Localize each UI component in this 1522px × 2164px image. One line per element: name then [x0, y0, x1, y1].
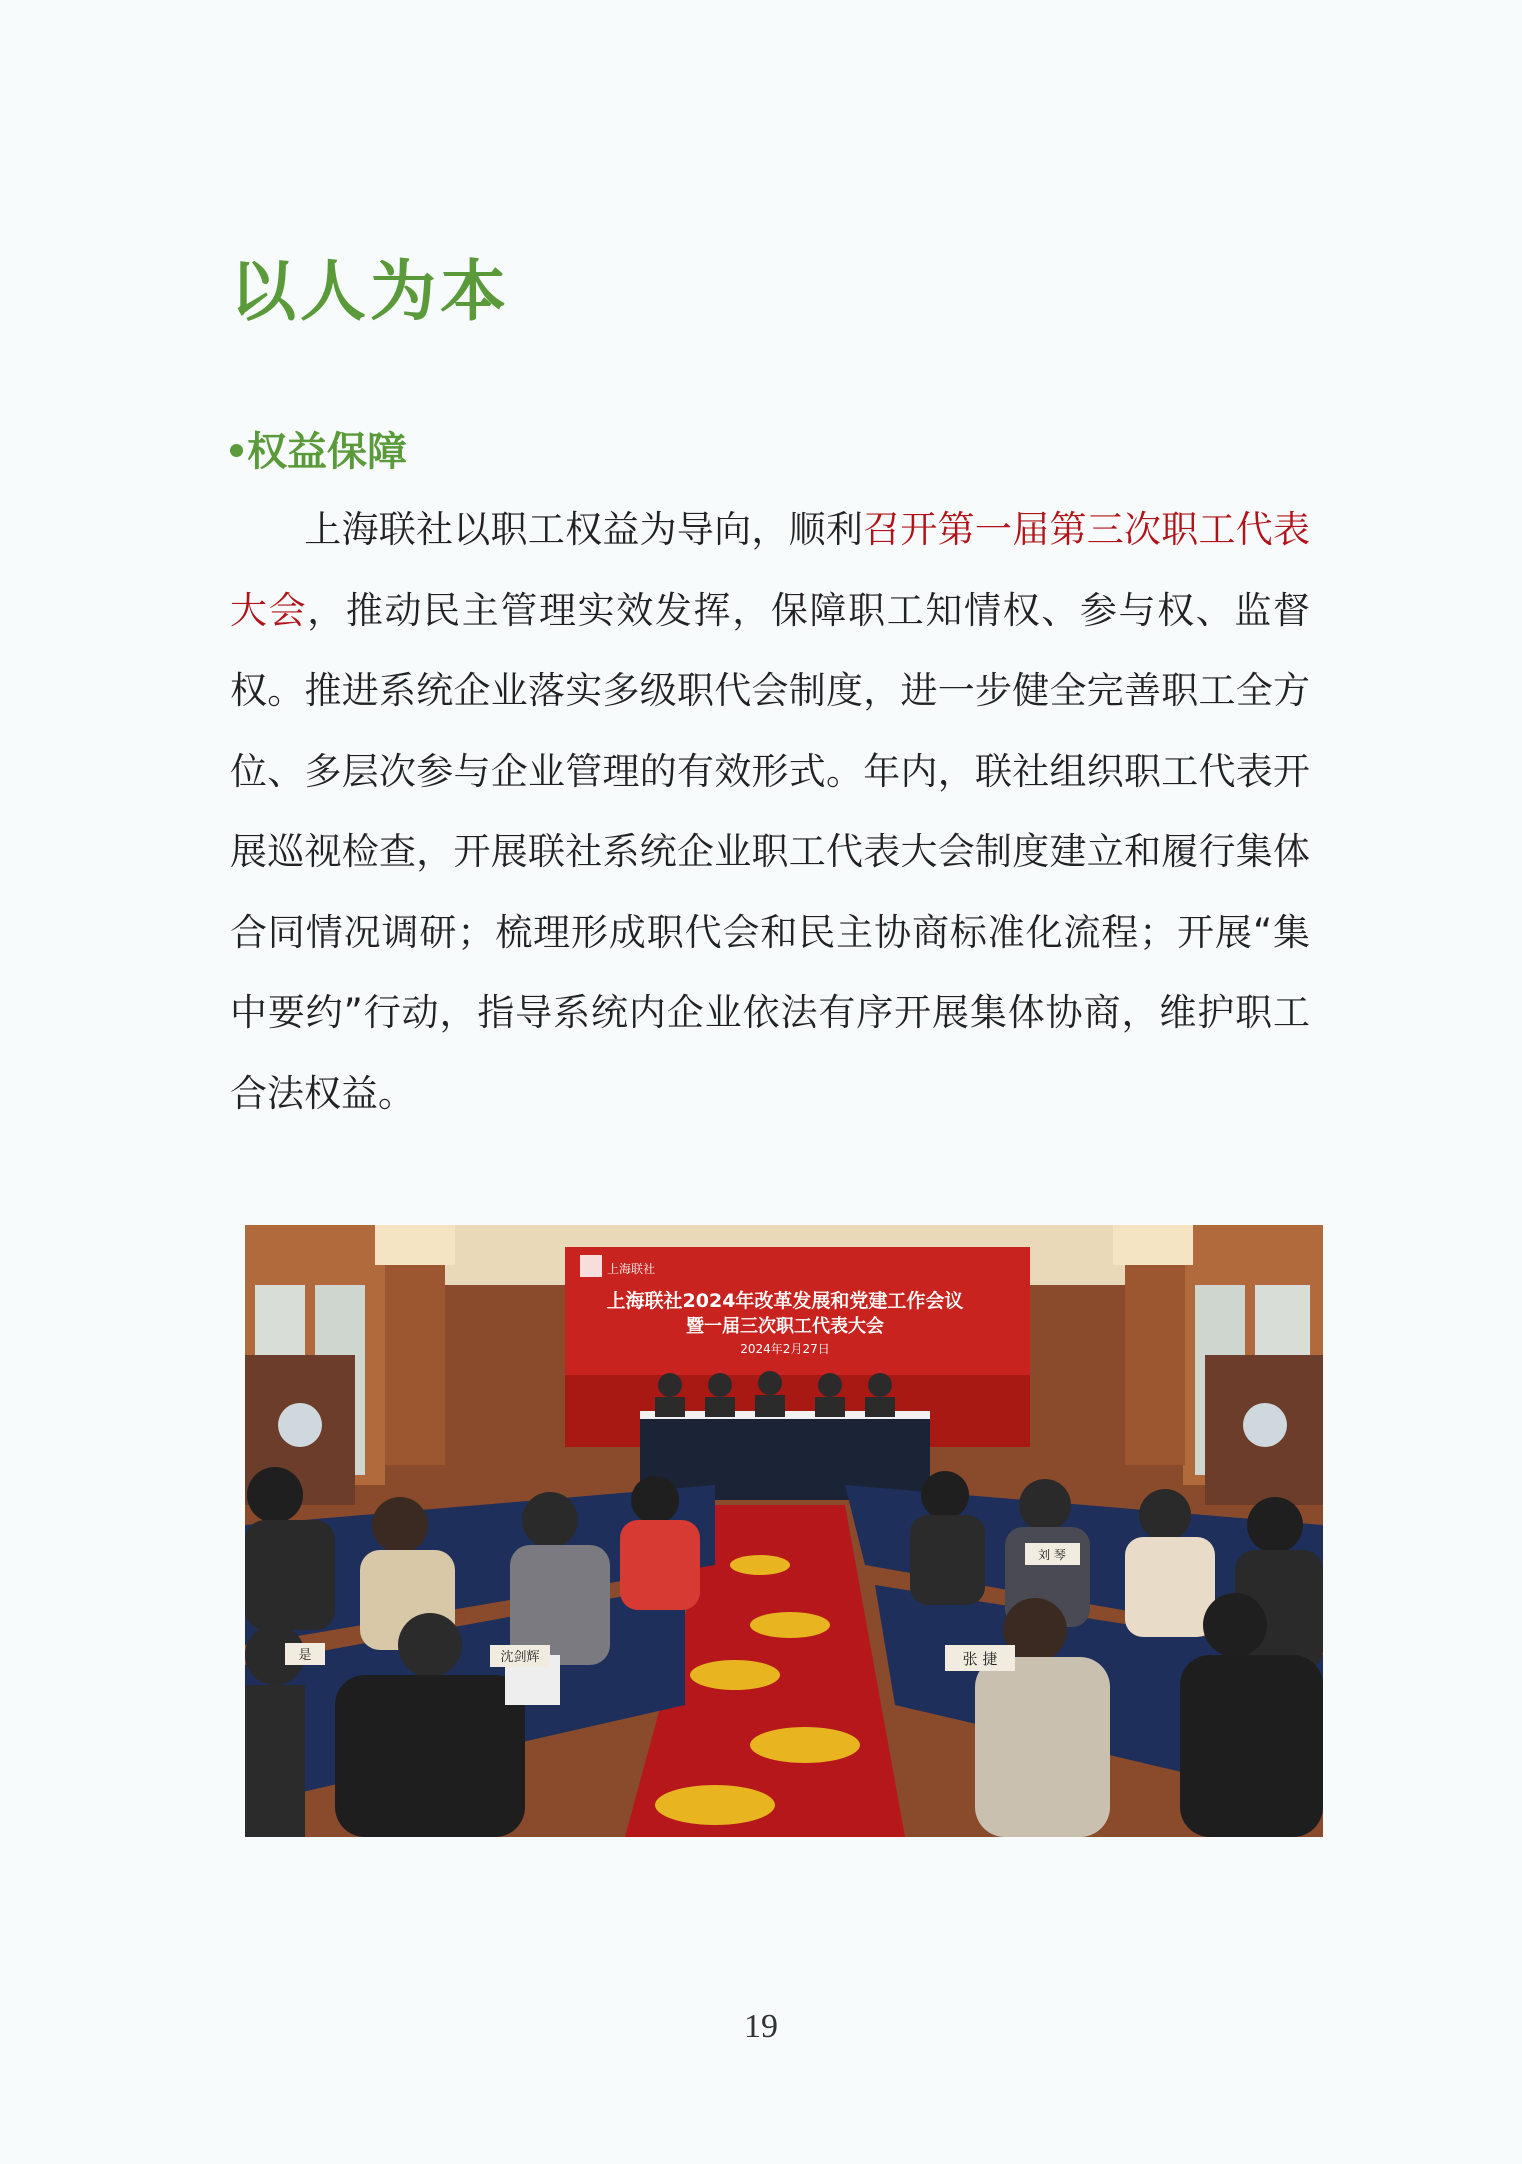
banner-logo-text: 上海联社	[607, 1262, 656, 1276]
section-heading-text: 权益保障	[247, 429, 407, 475]
section-heading	[230, 420, 407, 477]
name-card-4: 沈剑辉	[500, 1650, 540, 1665]
page-title: 以人为本	[230, 253, 510, 330]
banner-line-2: 暨一届三次职工代表大会	[686, 1316, 884, 1337]
name-card-2: 刘 琴	[1038, 1548, 1066, 1562]
body-paragraph	[230, 490, 1310, 1134]
name-card-1: 张 捷	[962, 1650, 998, 1668]
paragraph-highlight: 召开第一届第三次职工代表大会	[230, 508, 1311, 632]
paragraph-text-1: 上海联社以职工权益为导向，顺利	[304, 508, 864, 551]
bullet-icon	[230, 444, 243, 457]
meeting-photo	[245, 1225, 1323, 1837]
paragraph-text-2: ，推动民主管理实效发挥，保障职工知情权、参与权、监督权。推进系统企业落实多级职代会制度，进一步健全完善职工全方位、多层次参与企业管理的有效形式。年内，联社组织职工代表开展巡视检查，开展联社系统企业职工代表大会制度建立和履行集体合同情况调研；梳理形成职代会和民主协商标准化流程；开展“集中要约”行动，指导系统内企业依法有序开展集体协商，维护职工合法权益。	[230, 588, 1311, 1115]
banner-line-1: 上海联社2024年改革发展和党建工作会议	[606, 1290, 964, 1312]
page-number: 19	[744, 2008, 778, 2045]
name-card-3: 是	[298, 1648, 312, 1663]
banner-date: 2024年2月27日	[740, 1342, 830, 1356]
